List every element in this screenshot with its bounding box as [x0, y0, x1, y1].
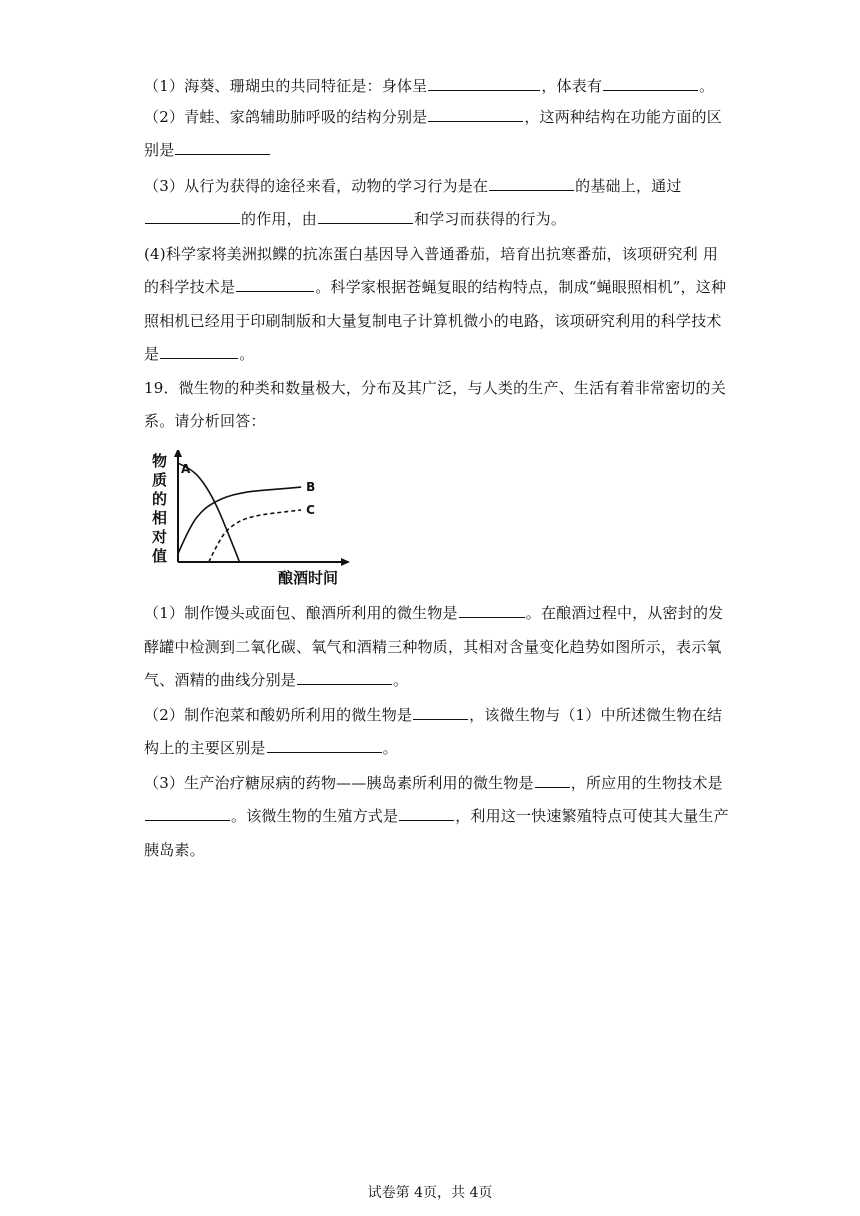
- answer-blank[interactable]: [236, 277, 314, 292]
- answer-blank[interactable]: [267, 738, 382, 753]
- q18-p2-text-c: 别是: [144, 141, 175, 159]
- q19-intro-text-b: 系。请分析回答：: [144, 412, 266, 430]
- q19-part1-line1: [144, 603, 723, 623]
- x-axis-label: 酿酒时间: [278, 569, 339, 587]
- q18-part3-line2: [144, 209, 566, 229]
- y-axis-label-char: 值: [152, 547, 168, 565]
- y-axis-label-char: 对: [152, 528, 168, 546]
- q18-part4-line1: [144, 244, 718, 264]
- series-line-C: [209, 510, 301, 562]
- q19-p3-text-c: 。该微生物的生殖方式是: [231, 807, 399, 825]
- q18-p4-text-b: 的科学技术是: [144, 278, 236, 296]
- q19-intro-line1: [144, 378, 726, 398]
- q18-part2-line2: [144, 140, 271, 160]
- q19-p3-text-a: （3）生产治疗糖尿病的药物——胰岛素所利用的微生物是: [144, 774, 534, 792]
- page-footer: 试卷第 4页，共 4页: [367, 1185, 493, 1201]
- answer-blank[interactable]: [413, 705, 468, 720]
- answer-blank[interactable]: [297, 670, 392, 685]
- fermentation-chart: [150, 450, 350, 590]
- q18-p3-text-b: 的基础上，通过: [575, 177, 682, 195]
- q19-p1-text-d: 气、酒精的曲线分别是: [144, 671, 297, 689]
- y-axis-label-char: 质: [152, 471, 168, 489]
- q19-p2-text-c: 构上的主要区别是: [144, 739, 266, 757]
- answer-blank[interactable]: [428, 107, 523, 122]
- q19-intro-line2: [144, 411, 266, 431]
- q19-p2-text-a: （2）制作泡菜和酸奶所利用的微生物是: [144, 706, 413, 724]
- q18-p4-text-e: 是: [144, 345, 160, 363]
- q19-part3-line1: [144, 773, 723, 793]
- q18-p1-text-a: （1）海葵、珊瑚虫的共同特征是：身体呈: [144, 77, 428, 95]
- q19-part2-line2: [144, 738, 398, 758]
- q18-p3-text-c: 的作用，由: [241, 210, 318, 228]
- answer-blank[interactable]: [428, 76, 540, 91]
- y-axis-label-char: 物: [152, 452, 168, 470]
- q19-p2-text-d: 。: [382, 739, 398, 757]
- answer-blank[interactable]: [603, 76, 698, 91]
- q19-p1-text-b: 。在酿酒过程中，从密封的发: [525, 604, 724, 622]
- q19-p1-text-e: 。: [393, 671, 409, 689]
- q18-p4-text-d: 照相机已经用于印刷制版和大量复制电子计算机微小的电路，该项研究利用的科学技术: [144, 312, 722, 330]
- q19-part3-line3: [144, 840, 205, 860]
- series-label-B: B: [306, 480, 316, 495]
- q18-p1-text-b: ，体表有: [541, 77, 603, 95]
- x-axis-arrow: [341, 558, 350, 566]
- q18-p2-text-a: （2）青蛙、家鸽辅助肺呼吸的结构分别是: [144, 108, 428, 126]
- answer-blank[interactable]: [145, 209, 240, 224]
- y-axis-label-char: 相: [152, 509, 168, 527]
- q18-part4-line3: [144, 311, 722, 331]
- answer-blank[interactable]: [318, 209, 413, 224]
- series-line-A: [178, 463, 240, 562]
- q18-p4-text-a: (4)科学家将美洲拟鲽的抗冻蛋白基因导入普通番茄，培育出抗寒番茄，该项研究利 用: [144, 245, 719, 263]
- q18-p4-text-f: 。: [239, 345, 255, 363]
- q19-part1-line3: [144, 670, 408, 690]
- q19-part1-line2: [144, 637, 722, 657]
- answer-blank[interactable]: [399, 806, 454, 821]
- q18-part2-line1: [144, 107, 722, 127]
- answer-blank[interactable]: [459, 603, 525, 618]
- series-label-A: A: [181, 462, 191, 477]
- q18-p1-text-c: 。: [699, 77, 715, 95]
- q18-part4-line4: [144, 344, 254, 364]
- q19-part2-line1: [144, 705, 722, 725]
- q19-p1-text-a: （1）制作馒头或面包、酿酒所利用的微生物是: [144, 604, 458, 622]
- q18-p3-text-d: 和学习而获得的行为。: [414, 210, 567, 228]
- q18-p4-text-c: 。科学家根据苍蝇复眼的结构特点，制成“蝇眼照相机”，这种: [315, 278, 727, 296]
- q19-p3-text-b: ，所应用的生物技术是: [570, 774, 723, 792]
- answer-blank[interactable]: [145, 806, 230, 821]
- q19-part3-line2: [144, 806, 729, 826]
- answer-blank[interactable]: [160, 344, 238, 359]
- y-axis-label: [151, 452, 167, 565]
- q19-p2-text-b: ，该微生物与（1）中所述微生物在结: [469, 706, 723, 724]
- q18-part1-line: [144, 76, 714, 96]
- q19-p1-text-c: 酵罐中检测到二氧化碳、氧气和酒精三种物质，其相对含量变化趋势如图所示，表示氧: [144, 638, 722, 656]
- q18-part4-line2: [144, 277, 726, 297]
- q19-p3-text-e: 胰岛素。: [144, 841, 205, 859]
- series-line-B: [178, 487, 301, 554]
- q19-p3-text-d: ，利用这一快速繁殖特点可使其大量生产: [455, 807, 729, 825]
- q19-intro-text-a: 19．微生物的种类和数量极大，分布及其广泛，与人类的生产、生活有着非常密切的关: [144, 379, 726, 397]
- q18-part3-line1: [144, 176, 682, 196]
- y-axis-arrow: [174, 450, 182, 457]
- q18-p2-text-b: ，这两种结构在功能方面的区: [524, 108, 722, 126]
- y-axis-label-char: 的: [152, 490, 168, 508]
- series-label-C: C: [306, 503, 315, 517]
- q18-p3-text-a: （3）从行为获得的途径来看，动物的学习行为是在: [144, 177, 489, 195]
- answer-blank[interactable]: [175, 140, 270, 155]
- answer-blank[interactable]: [489, 176, 574, 191]
- answer-blank[interactable]: [535, 773, 570, 788]
